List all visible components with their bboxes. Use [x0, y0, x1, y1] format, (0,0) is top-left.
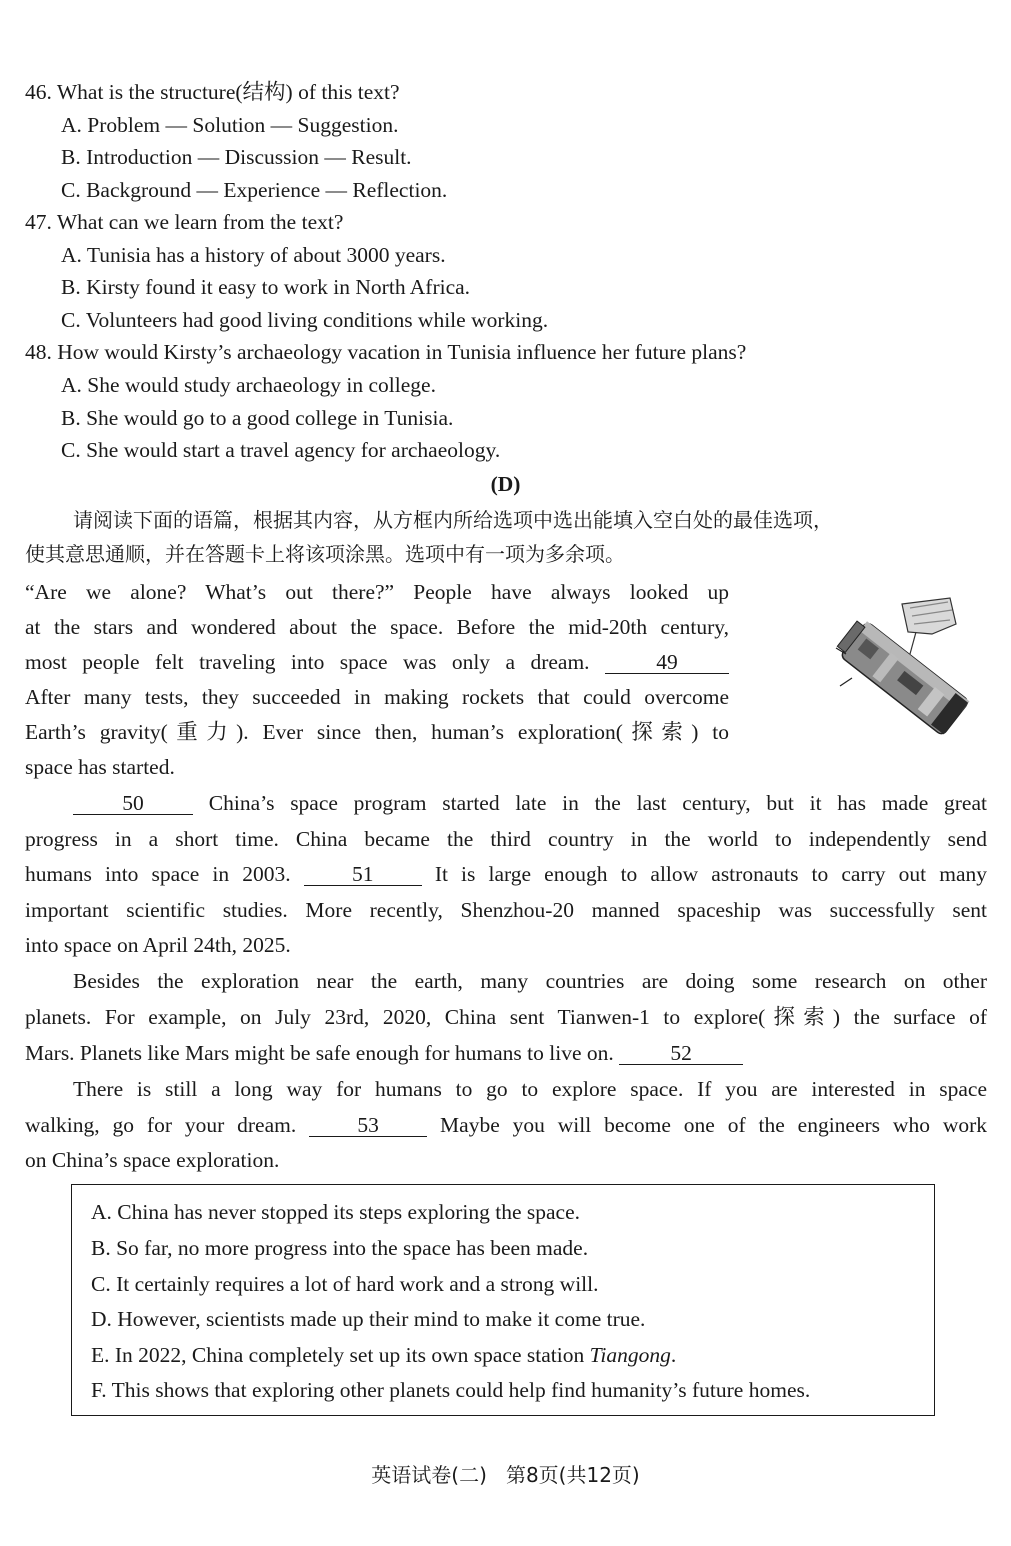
section-instruction-line-2: 使其意思通顺，并在答题卡上将该项涂黑。选项中有一项为多余项。 [25, 542, 625, 566]
section-instruction-line-1: 请阅读下面的语篇，根据其内容，从方框内所给选项中选出能填入空白处的最佳选项， [73, 508, 833, 532]
passage-p2-line-3 [25, 860, 987, 888]
question-47-option-c: C. Volunteers had good living conditions while working. [61, 308, 549, 332]
passage-p1-line-2: at the stars and wondered about the space. Before the mid-20th century, [25, 615, 729, 639]
box-option-d: D. However, scientists made up their mind to make it come true. [91, 1307, 646, 1331]
blank-50[interactable]: 50 [73, 792, 193, 815]
options-box [71, 1184, 935, 1416]
blank-52[interactable]: 52 [619, 1042, 743, 1065]
box-option-e-text: E. In 2022, China completely set up its own space station [91, 1343, 590, 1367]
passage-p1-line-3-text: most people felt traveling into space was only a dream. [25, 650, 590, 674]
question-46-option-b: B. Introduction — Discussion — Result. [61, 145, 412, 169]
question-48-option-b: B. She would go to a good college in Tunisia. [61, 406, 454, 430]
blank-51[interactable]: 51 [304, 863, 422, 886]
question-48-option-a: A. She would study archaeology in college. [61, 373, 436, 397]
page-footer: 英语试卷(二) 第8页(共12页) [371, 1463, 640, 1487]
passage-p2-line-5: into space on April 24th, 2025. [25, 933, 291, 957]
passage-p3-line-3-text: Mars. Planets like Mars might be safe enough for humans to live on. [25, 1041, 614, 1065]
question-48-option-c: C. She would start a travel agency for archaeology. [61, 438, 501, 462]
passage-p3-line-2: planets. For example, on July 23rd, 2020, China sent Tianwen-1 to explore(探索) the surface of [25, 1005, 987, 1029]
box-option-f: F. This shows that exploring other planets could help find humanity’s future homes. [91, 1378, 811, 1402]
passage-p1-line-4: After many tests, they succeeded in making rockets that could overcome [25, 685, 729, 709]
blank-53[interactable]: 53 [309, 1114, 427, 1137]
passage-p4-line-2-tail: Maybe you will become one of the engineers who work [440, 1113, 987, 1137]
passage-p2-line-1-text: China’s space program started late in the last century, but it has made great [208, 791, 987, 815]
box-option-a: A. China has never stopped its steps exploring the space. [91, 1200, 581, 1224]
passage-p2-line-1 [73, 789, 987, 817]
passage-p3-line-3 [25, 1039, 743, 1067]
box-option-e-period: . [670, 1343, 677, 1367]
question-46-stem: 46. What is the structure(结构) of this text? [25, 80, 400, 104]
box-option-e [91, 1341, 676, 1369]
passage-p1-line-6: space has started. [25, 755, 175, 779]
passage-p2-line-2: progress in a short time. China became the third country in the world to independently send [25, 827, 987, 851]
box-option-e-station-name: Tiangong [589, 1343, 671, 1367]
passage-p2-line-3-text: humans into space in 2003. [25, 862, 291, 886]
question-46-option-a: A. Problem — Solution — Suggestion. [61, 113, 399, 137]
question-47-option-a: A. Tunisia has a history of about 3000 years. [61, 243, 446, 267]
box-option-b: B. So far, no more progress into the space has been made. [91, 1236, 589, 1260]
section-title: (D) [490, 472, 521, 496]
passage-p4-line-3: on China’s space exploration. [25, 1148, 280, 1172]
passage-p2-line-3-tail: It is large enough to allow astronauts to carry out many [434, 862, 987, 886]
question-48-stem: 48. How would Kirsty’s archaeology vacation in Tunisia influence her future plans? [25, 340, 747, 364]
passage-p1-line-5: Earth’s gravity(重力). Ever since then, human’s exploration(探索) to [25, 720, 729, 744]
question-47-stem: 47. What can we learn from the text? [25, 210, 344, 234]
passage-p4-line-1: There is still a long way for humans to go to explore space. If you are interested in space [73, 1077, 987, 1101]
question-47-option-b: B. Kirsty found it easy to work in North Africa. [61, 275, 471, 299]
passage-p4-line-2-text: walking, go for your dream. [25, 1113, 297, 1137]
box-option-c: C. It certainly requires a lot of hard work and a strong will. [91, 1272, 599, 1296]
question-46-option-c: C. Background — Experience — Reflection. [61, 178, 448, 202]
passage-p3-line-1: Besides the exploration near the earth, many countries are doing some research on other [73, 969, 987, 993]
blank-49[interactable]: 49 [605, 651, 729, 674]
passage-p1-line-3 [25, 648, 729, 676]
passage-p1-line-1: “Are we alone? What’s out there?” People have always looked up [25, 580, 729, 604]
passage-p4-line-2 [25, 1111, 987, 1139]
passage-p2-line-4: important scientific studies. More recently, Shenzhou-20 manned spaceship was successfully sent [25, 898, 987, 922]
space-station-image [832, 594, 986, 744]
